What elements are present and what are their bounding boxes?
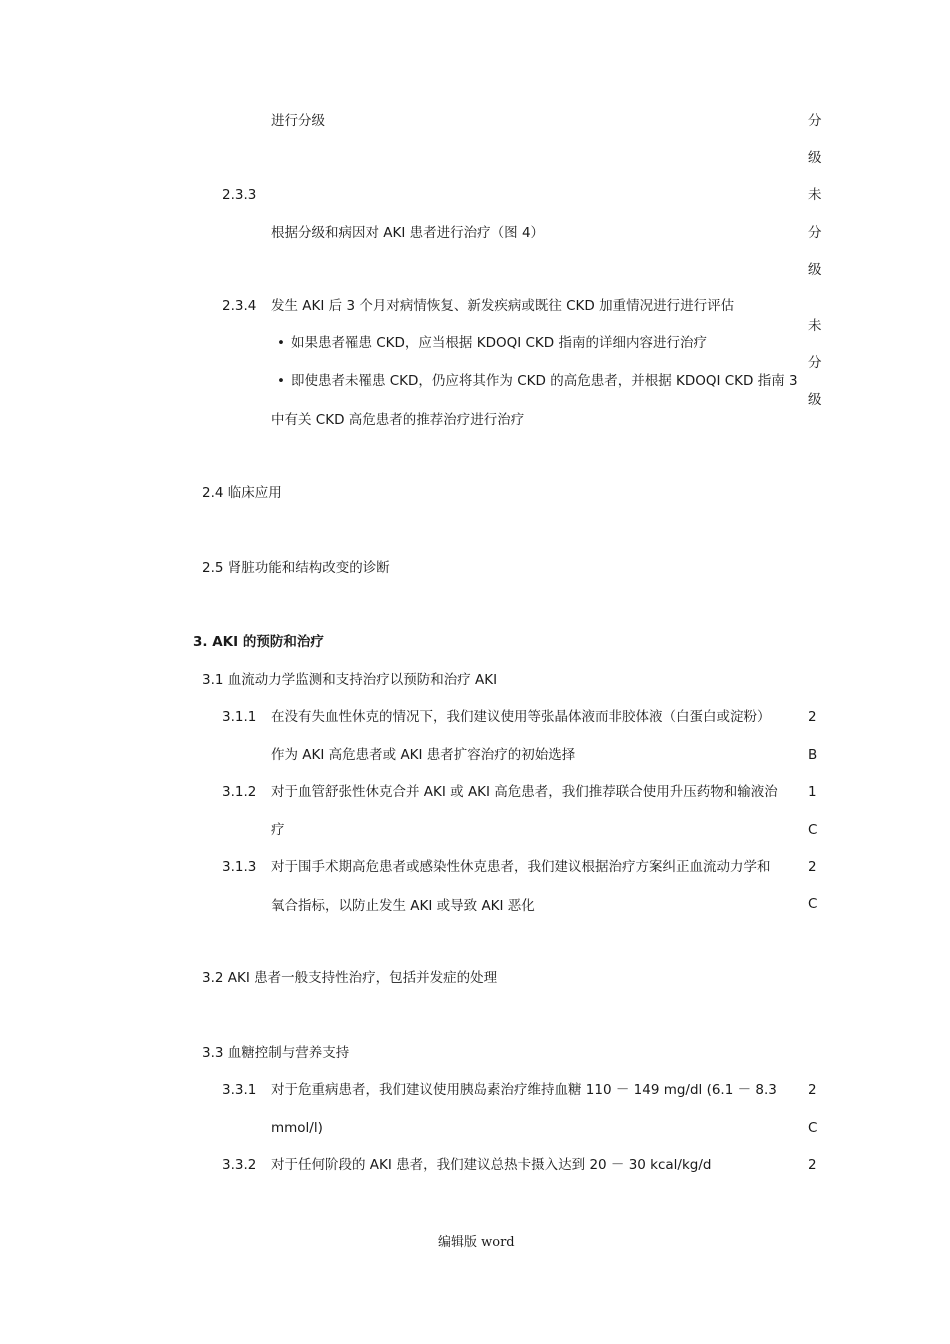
item-text-line: 作为 AKI 高危患者或 AKI 患者扩容治疗的初始选择 (271, 747, 576, 763)
bullet-item: • 如果患者罹患 CKD，应当根据 KDOQI CKD 指南的详细内容进行治疗 (277, 333, 707, 353)
grade-level: 1 (808, 784, 817, 800)
item-number: 3.3.2 (222, 1157, 257, 1173)
grade-level: 2 (808, 1157, 817, 1173)
item-text-line: 在没有失血性休克的情况下，我们建议使用等张晶体液而非胶体液（白蛋白或淀粉） (271, 709, 771, 725)
grade-letter: B (808, 747, 818, 763)
section-2-3-4-number: 2.3.4 (222, 298, 257, 314)
item-text-line: 对于任何阶段的 AKI 患者，我们建议总热卡摄入达到 20 － 30 kcal/kg/d (271, 1157, 712, 1173)
section-2-3-4-text: 发生 AKI 后 3 个月对病情恢复、新发疾病或既往 CKD 加重情况进行进行评估 (271, 298, 735, 314)
section-2-3-3-pre-text: 进行分级 (271, 113, 325, 129)
grade-char: 分 (808, 225, 822, 241)
grade-letter: C (808, 896, 818, 912)
grade-char: 未 (808, 187, 822, 203)
item-text-line: 氧合指标，以防止发生 AKI 或导致 AKI 恶化 (271, 898, 535, 914)
item-text-line: 对于围手术期高危患者或感染性休克患者，我们建议根据治疗方案纠正血流动力学和 (271, 859, 771, 875)
grade-char: 级 (808, 150, 822, 166)
page-footer: 编辑版 word (438, 1235, 515, 1250)
section-2-3-3-number: 2.3.3 (222, 187, 257, 203)
item-number: 3.1.3 (222, 859, 257, 875)
item-text-line: 对于危重病患者，我们建议使用胰岛素治疗维持血糖 110 － 149 mg/dl (6.1 － 8.3 (271, 1082, 777, 1098)
item-number: 3.1.1 (222, 709, 257, 725)
grade-letter: C (808, 822, 818, 838)
item-text-line: mmol/l) (271, 1120, 323, 1136)
section-2-3-3-text: 根据分级和病因对 AKI 患者进行治疗（图 4） (271, 225, 545, 241)
grade-char: 未 (808, 318, 822, 334)
bullet-item: • 即使患者未罹患 CKD，仍应将其作为 CKD 的高危患者，并根据 KDOQI CKD 指南 3 (277, 371, 798, 391)
grade-letter: C (808, 1120, 818, 1136)
grade-level: 2 (808, 1082, 817, 1098)
section-3-1-heading: 3.1 血流动力学监测和支持治疗以预防和治疗 AKI (202, 672, 498, 688)
item-text-line: 疗 (271, 822, 285, 838)
grade-char: 级 (808, 392, 822, 408)
item-text-line: 对于血管舒张性休克合并 AKI 或 AKI 高危患者，我们推荐联合使用升压药物和输液治 (271, 784, 778, 800)
section-2-5-heading: 2.5 肾脏功能和结构改变的诊断 (202, 560, 390, 576)
grade-level: 2 (808, 859, 817, 875)
item-number: 3.1.2 (222, 784, 257, 800)
section-3-heading: 3. AKI 的预防和治疗 (193, 634, 324, 650)
section-3-2-heading: 3.2 AKI 患者一般支持性治疗，包括并发症的处理 (202, 970, 498, 986)
grade-char: 分 (808, 113, 822, 129)
grade-char: 分 (808, 355, 822, 371)
item-number: 3.3.1 (222, 1082, 257, 1098)
section-2-4-heading: 2.4 临床应用 (202, 485, 282, 501)
grade-level: 2 (808, 709, 817, 725)
bullet-continuation: 中有关 CKD 高危患者的推荐治疗进行治疗 (271, 412, 525, 428)
section-3-3-heading: 3.3 血糖控制与营养支持 (202, 1045, 350, 1061)
grade-char: 级 (808, 262, 822, 278)
